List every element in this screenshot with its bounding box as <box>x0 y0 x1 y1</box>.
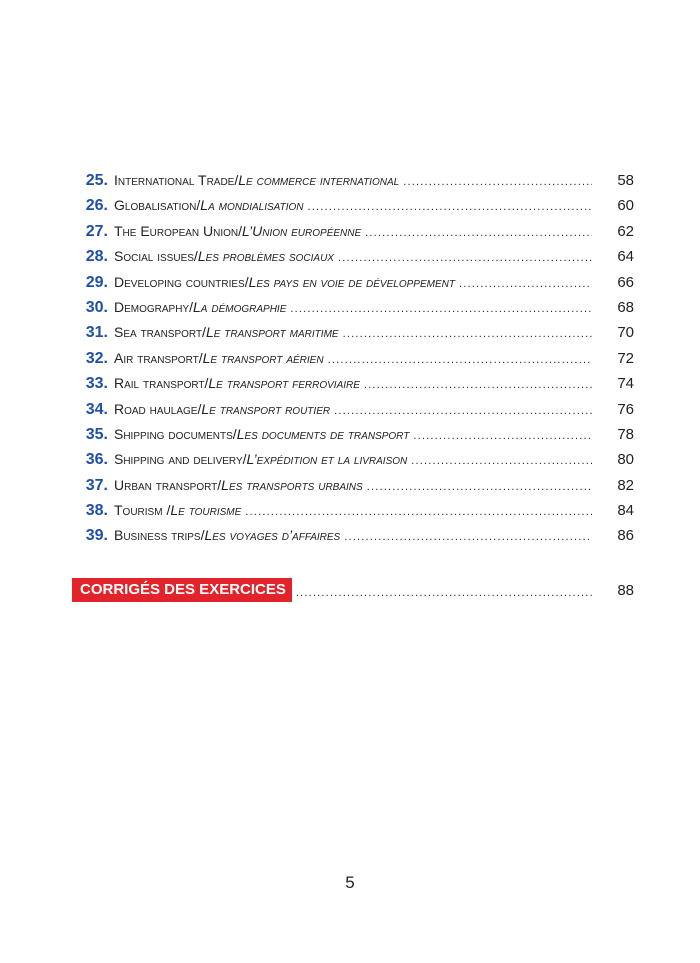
entry-title <box>114 274 455 290</box>
entry-title <box>114 477 363 493</box>
dot-leader <box>413 430 592 442</box>
entry-page: 84 <box>617 502 634 520</box>
dot-leader <box>364 379 592 391</box>
entry-number: 36. <box>85 451 108 469</box>
entry-title <box>114 350 324 366</box>
dot-leader <box>245 506 592 518</box>
entry-title <box>114 401 330 417</box>
entry-title <box>114 324 339 340</box>
entry-title <box>114 375 360 391</box>
entry-page: 82 <box>617 476 634 494</box>
title-french: Le transport maritime <box>205 324 339 341</box>
entry-number: 35. <box>85 425 108 443</box>
entry-page: 70 <box>617 324 634 342</box>
table-of-contents <box>72 172 634 553</box>
title-english: The European Union/ <box>114 222 243 239</box>
page-number: 5 <box>345 873 355 892</box>
entry-page: 66 <box>617 273 634 291</box>
entry-number: 27. <box>85 222 108 240</box>
dot-leader <box>344 531 592 543</box>
toc-entry[interactable] <box>72 426 634 451</box>
entry-title <box>114 527 340 543</box>
entry-page: 74 <box>617 375 634 393</box>
entry-number: 26. <box>85 197 108 215</box>
title-french: Le transport routier <box>201 400 331 417</box>
title-french: Le commerce international <box>238 172 400 188</box>
entry-page: 60 <box>617 197 634 215</box>
entry-number: 39. <box>85 527 108 545</box>
title-french: L’expédition et la livraison <box>246 451 408 468</box>
entry-page: 80 <box>617 451 634 469</box>
entry-page: 72 <box>617 349 634 367</box>
title-english: Shipping documents/ <box>114 425 237 442</box>
title-french: La mondialisation <box>200 197 304 214</box>
dot-leader <box>307 201 592 213</box>
entry-number: 30. <box>85 298 108 316</box>
dot-leader <box>334 405 592 417</box>
entry-title <box>114 248 334 264</box>
title-english: Tourism / <box>114 502 171 519</box>
entry-number: 37. <box>85 476 108 494</box>
dot-leader <box>403 176 592 188</box>
title-english: Social issues/ <box>114 248 198 265</box>
title-english: Business trips/ <box>114 527 205 544</box>
dot-leader <box>459 278 592 290</box>
toc-entry[interactable] <box>72 375 634 400</box>
title-french: Le tourisme <box>170 502 242 519</box>
entry-title <box>114 502 241 518</box>
entry-number: 34. <box>85 400 108 418</box>
toc-entry[interactable] <box>72 527 634 552</box>
title-english: Urban transport/ <box>114 476 222 493</box>
dot-leader <box>367 481 592 493</box>
title-english: Shipping and delivery/ <box>114 451 247 468</box>
dot-leader <box>338 252 592 264</box>
title-french: La démographie <box>193 298 287 315</box>
toc-entry[interactable] <box>72 451 634 476</box>
entry-title <box>114 451 407 467</box>
corriges-label: CORRIGÉS DES EXERCICES <box>72 578 292 602</box>
title-french: L’Union européenne <box>242 222 362 239</box>
dot-leader <box>411 455 592 467</box>
title-english: Globalisation/ <box>114 197 201 214</box>
entry-page: 76 <box>617 400 634 418</box>
toc-entry[interactable] <box>72 350 634 375</box>
toc-entry[interactable] <box>72 223 634 248</box>
title-english: Rail transport/ <box>114 375 209 392</box>
entry-number: 38. <box>85 502 108 520</box>
title-english: Sea transport/ <box>114 324 206 341</box>
title-english: International Trade/ <box>114 172 239 188</box>
title-french: Les problèmes sociaux <box>197 248 334 265</box>
title-french: Le transport ferroviaire <box>208 375 360 392</box>
entry-page: 78 <box>617 425 634 443</box>
entry-page: 64 <box>617 248 634 266</box>
entry-page: 68 <box>617 298 634 316</box>
dot-leader <box>365 227 592 239</box>
entry-title <box>114 172 399 188</box>
toc-entry[interactable] <box>72 274 634 299</box>
title-english: Developing countries/ <box>114 273 249 290</box>
entry-number: 31. <box>85 324 108 342</box>
dot-leader <box>296 587 592 599</box>
toc-entry[interactable] <box>72 477 634 502</box>
entry-title <box>114 197 303 213</box>
toc-entry[interactable] <box>72 299 634 324</box>
entry-number: 25. <box>85 172 108 189</box>
toc-entry[interactable] <box>72 502 634 527</box>
title-french: Les pays en voie de développement <box>248 273 455 290</box>
entry-number: 29. <box>85 273 108 291</box>
corriges-page: 88 <box>617 581 634 599</box>
entry-page: 58 <box>617 172 634 189</box>
dot-leader <box>290 303 592 315</box>
title-french: Les voyages d’affaires <box>204 527 341 544</box>
dot-leader <box>328 354 592 366</box>
title-english: Air transport/ <box>114 349 203 366</box>
title-french: Le transport aérien <box>202 349 324 366</box>
entry-title <box>114 426 409 442</box>
title-english: Road haulage/ <box>114 400 202 417</box>
toc-entry[interactable] <box>72 172 634 197</box>
entry-page: 62 <box>617 222 634 240</box>
title-french: Les documents de transport <box>236 425 410 442</box>
entry-number: 32. <box>85 349 108 367</box>
dot-leader <box>343 328 592 340</box>
toc-entry[interactable] <box>72 401 634 426</box>
entry-title <box>114 223 361 239</box>
title-english: Demography/ <box>114 298 194 315</box>
title-french: Les transports urbains <box>221 476 363 493</box>
toc-entry[interactable] <box>72 248 634 273</box>
entry-number: 33. <box>85 375 108 393</box>
toc-entry[interactable] <box>72 197 634 222</box>
entry-number: 28. <box>85 248 108 266</box>
entry-title <box>114 299 286 315</box>
corriges-entry[interactable] <box>72 578 634 602</box>
entry-page: 86 <box>617 527 634 545</box>
toc-entry[interactable] <box>72 324 634 349</box>
